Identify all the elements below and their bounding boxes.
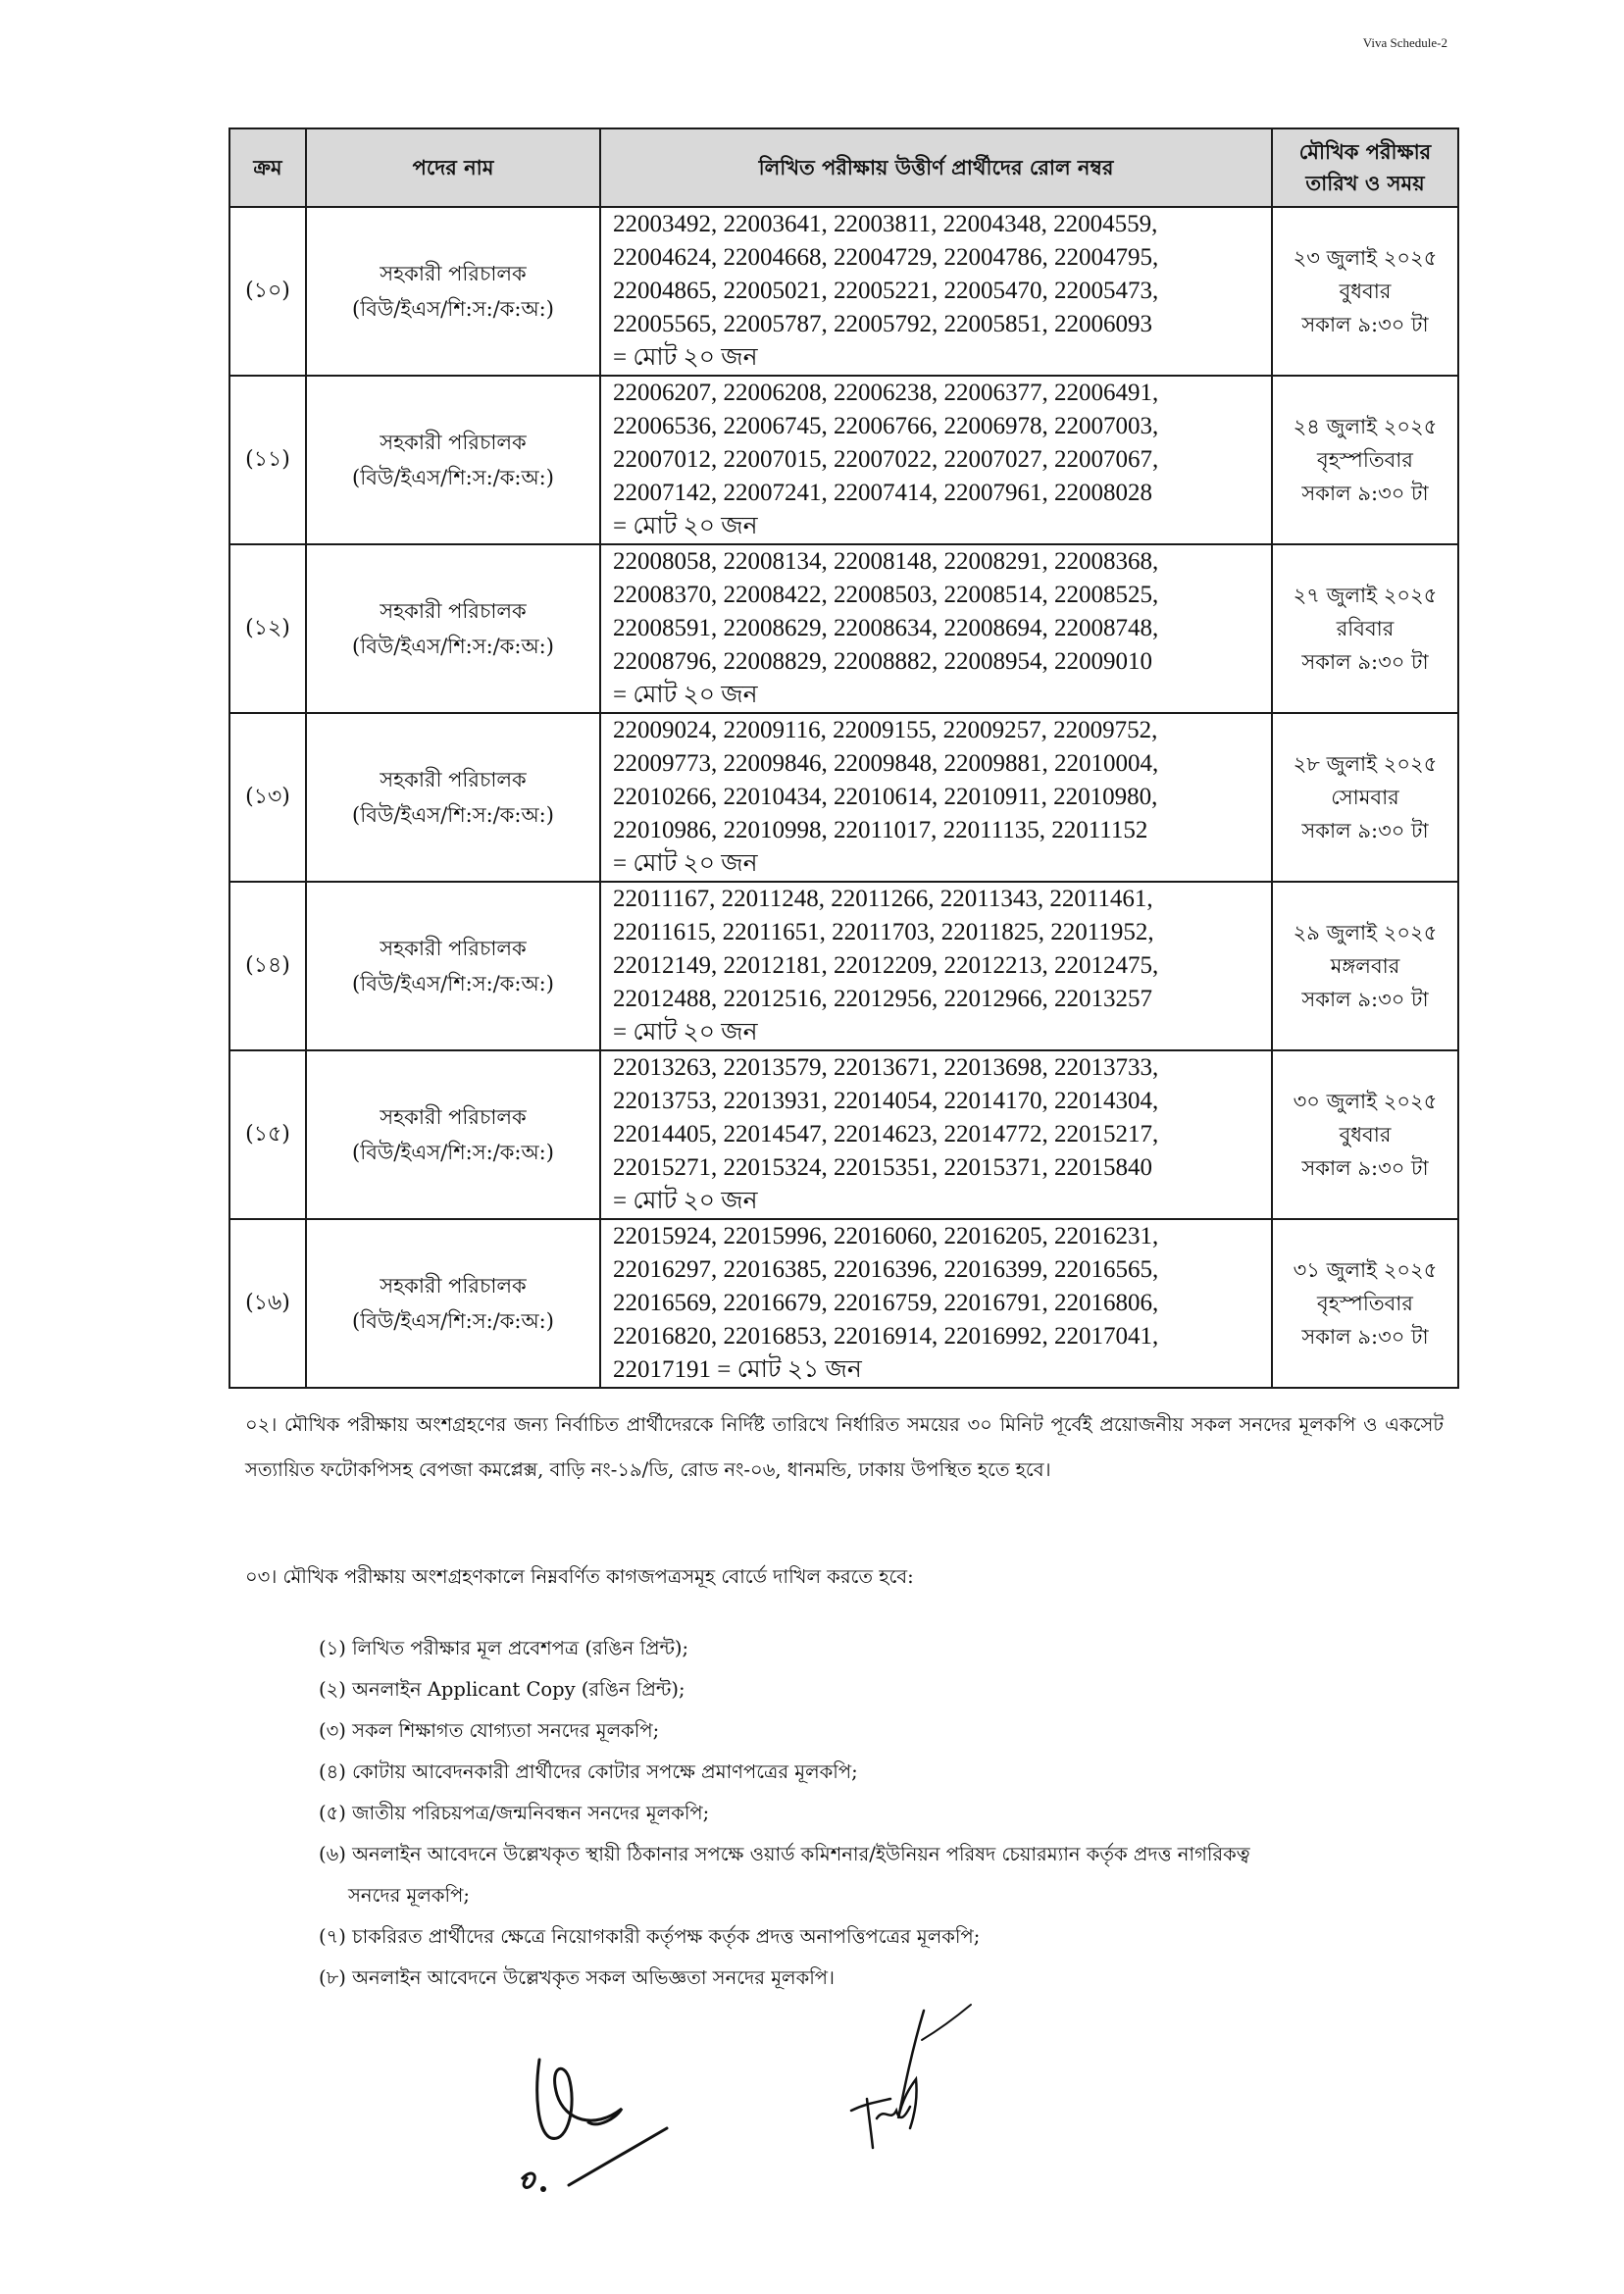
viva-time: সকাল ৯:৩০ টা (1301, 819, 1429, 842)
document-item-text: (৬) অনলাইন আবেদনে উল্লেখকৃত স্থায়ী ঠিকানার সপক্ষে ওয়ার্ড কমিশনার/ইউনিয়ন পরিষদ চেয়ারম্যান কর্তৃক প্রদত্ত নাগরিকত্ব (319, 1843, 1250, 1865)
row-post (306, 882, 600, 1050)
viva-day: বুধবার (1339, 1123, 1392, 1147)
roll-line: 22014405, 22014547, 22014623, 22014772, 22015217, (613, 1121, 1159, 1147)
row-roll-numbers (600, 713, 1272, 882)
post-name: সহকারী পরিচালক (380, 1105, 527, 1129)
documents-list (319, 1628, 1446, 1999)
post-name: সহকারী পরিচালক (380, 599, 527, 623)
roll-line: 22008591, 22008629, 22008634, 22008694, 22008748, (613, 615, 1159, 641)
post-code: (বিউ/ইএস/শি:স:/ক:অ:) (352, 297, 554, 321)
row-serial: (১৫) (229, 1050, 306, 1219)
viva-time: সকাল ৯:৩০ টা (1301, 988, 1429, 1011)
post-name: সহকারী পরিচালক (380, 262, 527, 285)
table-row (229, 882, 1458, 1050)
row-serial: (১১) (229, 376, 306, 544)
post-name: সহকারী পরিচালক (380, 431, 527, 454)
row-roll-numbers (600, 376, 1272, 544)
roll-line: 22008370, 22008422, 22008503, 22008514, 22008525, (613, 582, 1159, 608)
row-post (306, 1050, 600, 1219)
document-item: (৩) সকল শিক্ষাগত যোগ্যতা সনদের মূলকপি; (319, 1719, 660, 1742)
row-post (306, 713, 600, 882)
post-code: (বিউ/ইএস/শি:স:/ক:অ:) (352, 1141, 554, 1164)
section-02-paragraph: ০২। মৌখিক পরীক্ষায় অংশগ্রহণের জন্য নির্বাচিত প্রার্থীদেরকে নির্দিষ্ট তারিখে নির্ধারিত সময়ের ৩০ মিনিট পূর্বেই প্রয়োজনীয় সকল সনদের মূলকপি ও একসেট সত্যায়িত ফটোকপিসহ বেপজা কমপ্লেক্স, বাড়ি নং-১৯/ডি, রোড নং-০৬, ধানমন্ডি, ঢাকায় উপস্থিত হতে হবে। (245, 1413, 1444, 1481)
row-roll-numbers (600, 1050, 1272, 1219)
row-viva-datetime (1272, 1219, 1458, 1388)
viva-day: মঙ্গলবার (1330, 954, 1400, 978)
row-viva-datetime (1272, 882, 1458, 1050)
viva-schedule-table (228, 127, 1459, 1389)
viva-date: ৩১ জুলাই ২০২৫ (1293, 1258, 1438, 1282)
viva-date: ৩০ জুলাই ২০২৫ (1293, 1090, 1438, 1113)
roll-line: = মোট ২০ জন (613, 850, 758, 877)
roll-line: 22004865, 22005021, 22005221, 22005470, 22005473, (613, 278, 1159, 304)
viva-time: সকাল ৯:৩০ টা (1301, 313, 1429, 336)
roll-line: 22006536, 22006745, 22006766, 22006978, 22007003, (613, 413, 1159, 439)
roll-line: 22006207, 22006208, 22006238, 22006377, 22006491, (613, 380, 1159, 406)
row-viva-datetime (1272, 376, 1458, 544)
row-roll-numbers (600, 207, 1272, 376)
roll-line: 22011167, 22011248, 22011266, 22011343, 22011461, (613, 886, 1153, 912)
roll-line: 22010986, 22010998, 22011017, 22011135, 22011152 (613, 817, 1148, 843)
roll-line: 22013263, 22013579, 22013671, 22013698, 22013733, (613, 1054, 1159, 1081)
roll-line: = মোট ২০ জন (613, 513, 758, 539)
document-item: (৪) কোটায় আবেদনকারী প্রার্থীদের কোটার সপক্ষে প্রমাণপত্রের মূলকপি; (319, 1760, 858, 1783)
table-row (229, 207, 1458, 376)
roll-line: = মোট ২০ জন (613, 682, 758, 708)
table-header-row (229, 128, 1458, 207)
viva-time: সকাল ৯:৩০ টা (1301, 1156, 1429, 1180)
roll-line: 22007142, 22007241, 22007414, 22007961, 22008028 (613, 480, 1152, 506)
row-post (306, 207, 600, 376)
document-item: (৫) জাতীয় পরিচয়পত্র/জন্মনিবন্ধন সনদের মূলকপি; (319, 1802, 710, 1824)
viva-date: ২৯ জুলাই ২০২৫ (1293, 921, 1438, 944)
roll-line: 22003492, 22003641, 22003811, 22004348, 22004559, (613, 211, 1158, 237)
row-viva-datetime (1272, 713, 1458, 882)
roll-line: 22016569, 22016679, 22016759, 22016791, 22016806, (613, 1290, 1159, 1316)
roll-line: 22009773, 22009846, 22009848, 22009881, 22010004, (613, 750, 1159, 777)
roll-line: 22008796, 22008829, 22008882, 22008954, 22009010 (613, 648, 1152, 675)
roll-line: 22013753, 22013931, 22014054, 22014170, 22014304, (613, 1088, 1159, 1114)
header-post: পদের নাম (306, 128, 600, 207)
viva-day: বুধবার (1339, 280, 1392, 303)
roll-line: 22010266, 22010434, 22010614, 22010911, 22010980, (613, 784, 1158, 810)
row-viva-datetime (1272, 1050, 1458, 1219)
viva-date: ২৪ জুলাই ২০২৫ (1293, 415, 1438, 438)
table-row (229, 713, 1458, 882)
header-rolls: লিখিত পরীক্ষায় উত্তীর্ণ প্রার্থীদের রোল নম্বর (600, 128, 1272, 207)
post-code: (বিউ/ইএস/শি:স:/ক:অ:) (352, 1309, 554, 1333)
roll-line: 22015924, 22015996, 22016060, 22016205, 22016231, (613, 1223, 1159, 1249)
viva-date: ২৩ জুলাই ২০২৫ (1293, 246, 1438, 270)
roll-line: 22016820, 22016853, 22016914, 22016992, 22017041, (613, 1323, 1159, 1350)
row-roll-numbers (600, 882, 1272, 1050)
post-name: সহকারী পরিচালক (380, 1274, 527, 1298)
row-serial: (১৪) (229, 882, 306, 1050)
row-post (306, 1219, 600, 1388)
roll-line: = মোট ২০ জন (613, 1019, 758, 1045)
roll-line: 22008058, 22008134, 22008148, 22008291, 22008368, (613, 548, 1159, 575)
table-row (229, 376, 1458, 544)
post-name: সহকারী পরিচালক (380, 768, 527, 791)
roll-line: 22015271, 22015324, 22015351, 22015371, 22015840 (613, 1154, 1152, 1181)
document-item-continuation: সনদের মূলকপি; (348, 1884, 470, 1907)
row-post (306, 376, 600, 544)
post-code: (বিউ/ইএস/শি:স:/ক:অ:) (352, 972, 554, 995)
table-row (229, 1219, 1458, 1388)
row-roll-numbers (600, 1219, 1272, 1388)
roll-line: 22004624, 22004668, 22004729, 22004786, 22004795, (613, 244, 1159, 271)
row-viva-datetime (1272, 207, 1458, 376)
post-code: (বিউ/ইএস/শি:স:/ক:অ:) (352, 635, 554, 658)
section-03-paragraph: ০৩। মৌখিক পরীক্ষায় অংশগ্রহণকালে নিম্নবর্ণিত কাগজপত্রসমূহ বোর্ডে দাখিল করতে হবে: (245, 1565, 914, 1588)
roll-line: = মোট ২০ জন (613, 1188, 758, 1214)
signature-right (834, 2001, 981, 2167)
roll-line: 22011615, 22011651, 22011703, 22011825, 22011952, (613, 919, 1154, 945)
roll-line: 22005565, 22005787, 22005792, 22005851, 22006093 (613, 311, 1152, 337)
page-tag: Viva Schedule-2 (1362, 35, 1447, 50)
roll-line: 22012488, 22012516, 22012956, 22012966, 22013257 (613, 986, 1152, 1012)
document-item: (২) অনলাইন Applicant Copy (রঙিন প্রিন্ট); (319, 1678, 685, 1701)
viva-date: ২৭ জুলাই ২০২৫ (1293, 584, 1438, 607)
roll-line: 22007012, 22007015, 22007022, 22007027, 22007067, (613, 446, 1159, 473)
roll-line: 22017191 = মোট ২১ জন (613, 1356, 862, 1383)
roll-line: = মোট ২০ জন (613, 344, 758, 371)
signature-left (500, 2020, 677, 2197)
document-item: (৭) চাকরিরত প্রার্থীদের ক্ষেত্রে নিয়োগকারী কর্তৃপক্ষ কর্তৃক প্রদত্ত অনাপত্তিপত্রের মূলকপি; (319, 1925, 981, 1948)
post-name: সহকারী পরিচালক (380, 937, 527, 960)
document-item: (৮) অনলাইন আবেদনে উল্লেখকৃত সকল অভিজ্ঞতা সনদের মূলকপি। (319, 1966, 835, 1989)
table-row (229, 1050, 1458, 1219)
document-item: (১) লিখিত পরীক্ষার মূল প্রবেশপত্র (রঙিন প্রিন্ট); (319, 1637, 689, 1659)
row-roll-numbers (600, 544, 1272, 713)
table-row (229, 544, 1458, 713)
viva-day: বৃহস্পতিবার (1317, 448, 1413, 472)
post-code: (বিউ/ইএস/শি:স:/ক:অ:) (352, 466, 554, 489)
viva-time: সকাল ৯:৩০ টা (1301, 1325, 1429, 1349)
viva-day: বৃহস্পতিবার (1317, 1292, 1413, 1315)
viva-time: সকাল ৯:৩০ টা (1301, 650, 1429, 674)
row-serial: (১৩) (229, 713, 306, 882)
header-serial: ক্রম (229, 128, 306, 207)
roll-line: 22009024, 22009116, 22009155, 22009257, 22009752, (613, 717, 1158, 743)
viva-date: ২৮ জুলাই ২০২৫ (1293, 752, 1438, 776)
document-item (319, 1834, 1446, 1916)
roll-line: 22016297, 22016385, 22016396, 22016399, 22016565, (613, 1256, 1159, 1283)
viva-time: সকাল ৯:৩০ টা (1301, 482, 1429, 505)
roll-line: 22012149, 22012181, 22012209, 22012213, 22012475, (613, 952, 1159, 979)
viva-day: রবিবার (1336, 617, 1395, 640)
row-serial: (১২) (229, 544, 306, 713)
row-post (306, 544, 600, 713)
row-serial: (১৬) (229, 1219, 306, 1388)
viva-day: সোমবার (1331, 786, 1399, 809)
row-viva-datetime (1272, 544, 1458, 713)
post-code: (বিউ/ইএস/শি:স:/ক:অ:) (352, 803, 554, 827)
header-date: মৌখিক পরীক্ষার তারিখ ও সময় (1272, 128, 1458, 207)
row-serial: (১০) (229, 207, 306, 376)
